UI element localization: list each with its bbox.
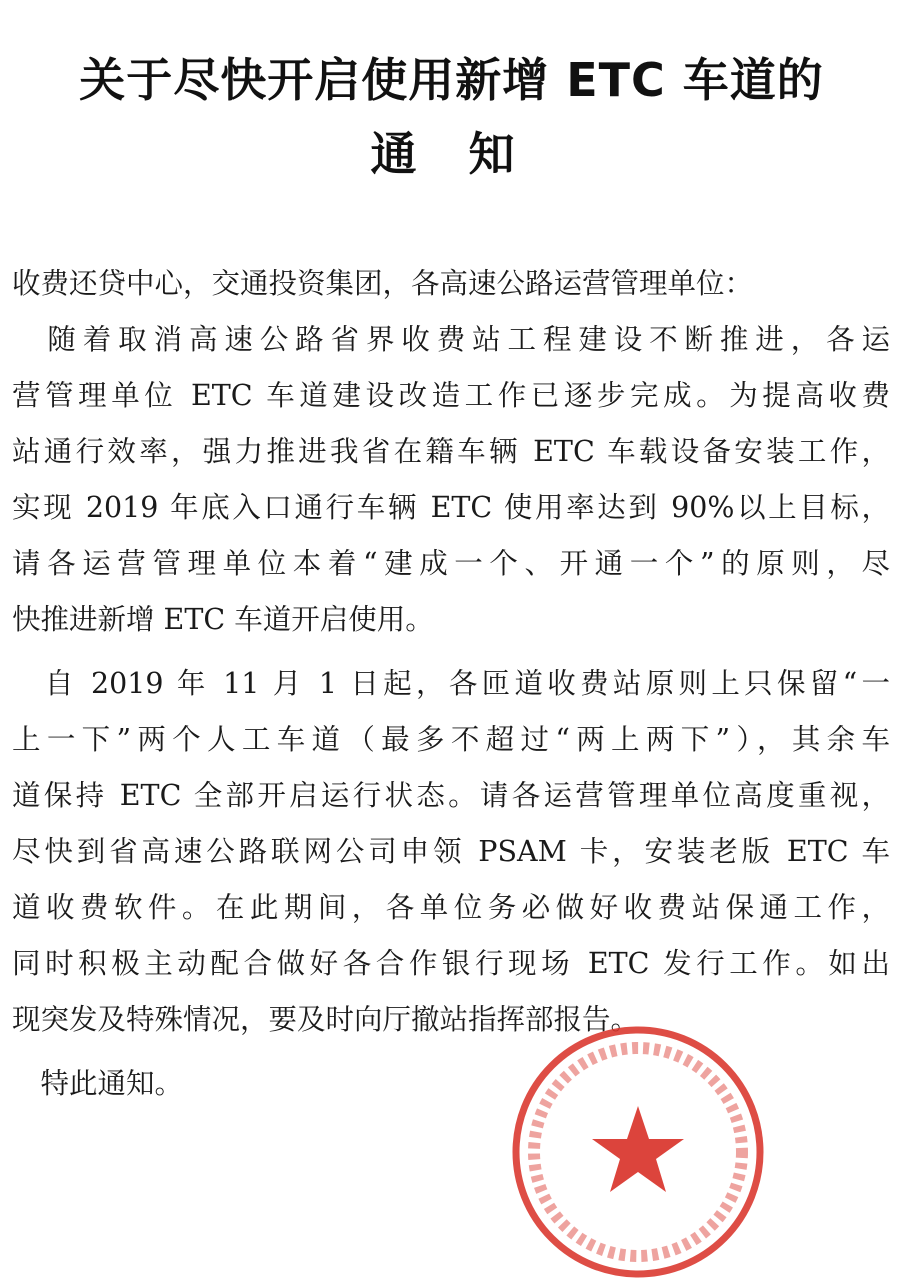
- body-line-1: 收费还贷中心，交通投资集团，各高速公路运营管理单位：: [12, 267, 754, 300]
- body-line-13: 同时积极主动配合做好各合作银行现场 ETC 发行工作。如出: [12, 947, 890, 980]
- official-seal-icon: [508, 1022, 768, 1282]
- body-line-7: 快推进新增 ETC 车道开启使用。: [12, 603, 434, 636]
- body-line-4: 站通行效率，强力推进我省在籍车辆 ETC 车载设备安装工作，: [12, 435, 890, 468]
- body-line-6: 请各运营管理单位本着“建成一个、开通一个”的原则，尽: [12, 547, 890, 580]
- body-line-11: 尽快到省高速公路联网公司申领 PSAM 卡，安装老版 ETC 车: [12, 835, 890, 868]
- body-line-3: 营管理单位 ETC 车道建设改造工作已逐步完成。为提高收费: [12, 379, 890, 412]
- document-title-line-1: 关于尽快开启使用新增 ETC 车道的: [79, 53, 824, 107]
- body-line-12: 道收费软件。在此期间，各单位务必做好收费站保通工作，: [12, 891, 890, 924]
- body-line-14: 现突发及特殊情况，要及时向厅撤站指挥部报告。: [12, 1003, 640, 1036]
- document-title-line-2: 通 知: [370, 127, 533, 181]
- body-line-2: 随着取消高速公路省界收费站工程建设不断推进，各运: [12, 323, 890, 356]
- body-line-9: 上一下”两个人工车道（最多不超过“两上两下”），其余车: [12, 723, 890, 756]
- body-line-15: 特此通知。: [12, 1067, 184, 1100]
- body-line-5: 实现 2019 年底入口通行车辆 ETC 使用率达到 90%以上目标，: [12, 491, 890, 524]
- body-line-8: 自 2019 年 11 月 1 日起，各匝道收费站原则上只保留“一: [12, 667, 890, 700]
- body-line-10: 道保持 ETC 全部开启运行状态。请各运营管理单位高度重视，: [12, 779, 890, 812]
